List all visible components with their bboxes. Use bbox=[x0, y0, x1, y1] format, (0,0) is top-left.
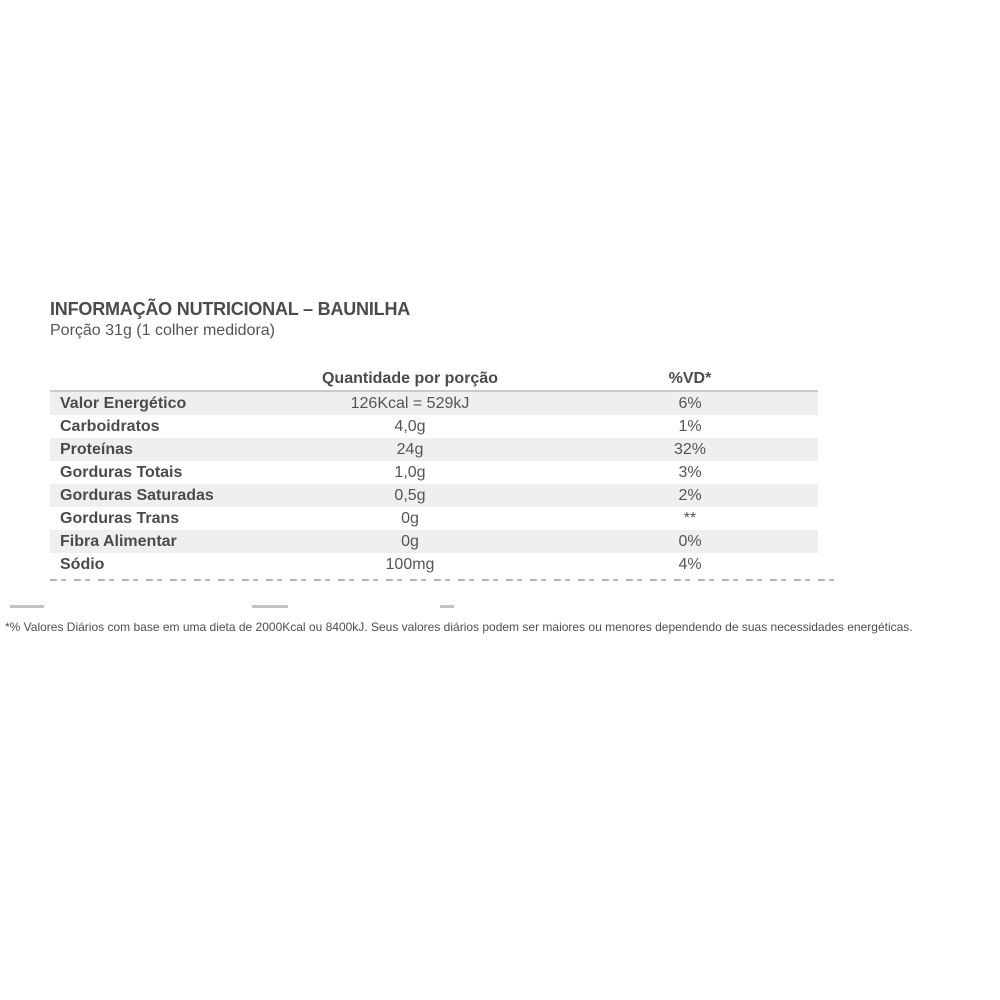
nutrient-quantity: 0,5g bbox=[394, 487, 426, 504]
column-header-quantity: Quantidade por porção bbox=[321, 370, 498, 387]
cropped-text-artifact bbox=[50, 578, 840, 582]
nutrient-daily-value: 6% bbox=[678, 395, 702, 412]
table-row bbox=[50, 507, 818, 530]
column-header-daily-value: %VD* bbox=[668, 370, 712, 387]
nutrient-name: Fibra Alimentar bbox=[60, 533, 177, 550]
nutrient-daily-value: 0% bbox=[678, 533, 702, 550]
table-body bbox=[50, 392, 818, 576]
table-row bbox=[50, 484, 818, 507]
nutrient-quantity: 4,0g bbox=[394, 418, 426, 435]
cropped-text-fragment bbox=[10, 605, 44, 608]
nutrient-quantity: 1,0g bbox=[394, 464, 426, 481]
nutrient-quantity: 0g bbox=[401, 533, 419, 550]
nutrient-quantity: 0g bbox=[401, 510, 419, 527]
serving-size: Porção 31g (1 colher medidora) bbox=[50, 322, 276, 339]
nutrient-daily-value: 3% bbox=[678, 464, 702, 481]
cropped-text-line bbox=[50, 579, 840, 581]
table-row bbox=[50, 392, 818, 415]
nutrition-panel bbox=[50, 298, 820, 573]
table-row bbox=[50, 530, 818, 553]
table-row bbox=[50, 438, 818, 461]
table-row bbox=[50, 553, 818, 576]
nutrient-name: Gorduras Totais bbox=[60, 464, 183, 481]
table-header bbox=[50, 368, 818, 392]
nutrient-name: Valor Energético bbox=[60, 395, 187, 412]
table-row bbox=[50, 461, 818, 484]
nutrient-daily-value: 2% bbox=[678, 487, 702, 504]
nutrient-quantity: 100mg bbox=[385, 556, 435, 573]
nutrient-daily-value: 1% bbox=[678, 418, 702, 435]
table-row bbox=[50, 415, 818, 438]
cropped-text-fragment bbox=[440, 605, 454, 608]
nutrient-daily-value: 32% bbox=[673, 441, 707, 458]
nutrient-quantity: 24g bbox=[396, 441, 424, 458]
nutrient-name: Proteínas bbox=[60, 441, 133, 458]
nutrient-name: Carboidratos bbox=[60, 418, 160, 435]
nutrition-title: INFORMAÇÃO NUTRICIONAL – BAUNILHA bbox=[50, 299, 411, 319]
nutrient-daily-value: 4% bbox=[678, 556, 702, 573]
nutrient-name: Sódio bbox=[60, 556, 105, 573]
cropped-text-fragment bbox=[252, 605, 288, 608]
daily-value-footnote: *% Valores Diários com base em uma dieta de 2000Kcal ou 8400kJ. Seus valores diários podem ser maiores ou menores dependendo de suas necessidades energéticas. bbox=[5, 620, 913, 634]
nutrient-name: Gorduras Trans bbox=[60, 510, 180, 527]
nutrient-name: Gorduras Saturadas bbox=[60, 487, 214, 504]
nutrient-daily-value: ** bbox=[683, 510, 697, 527]
nutrition-table bbox=[50, 368, 818, 576]
nutrient-quantity: 126Kcal = 529kJ bbox=[350, 395, 470, 412]
